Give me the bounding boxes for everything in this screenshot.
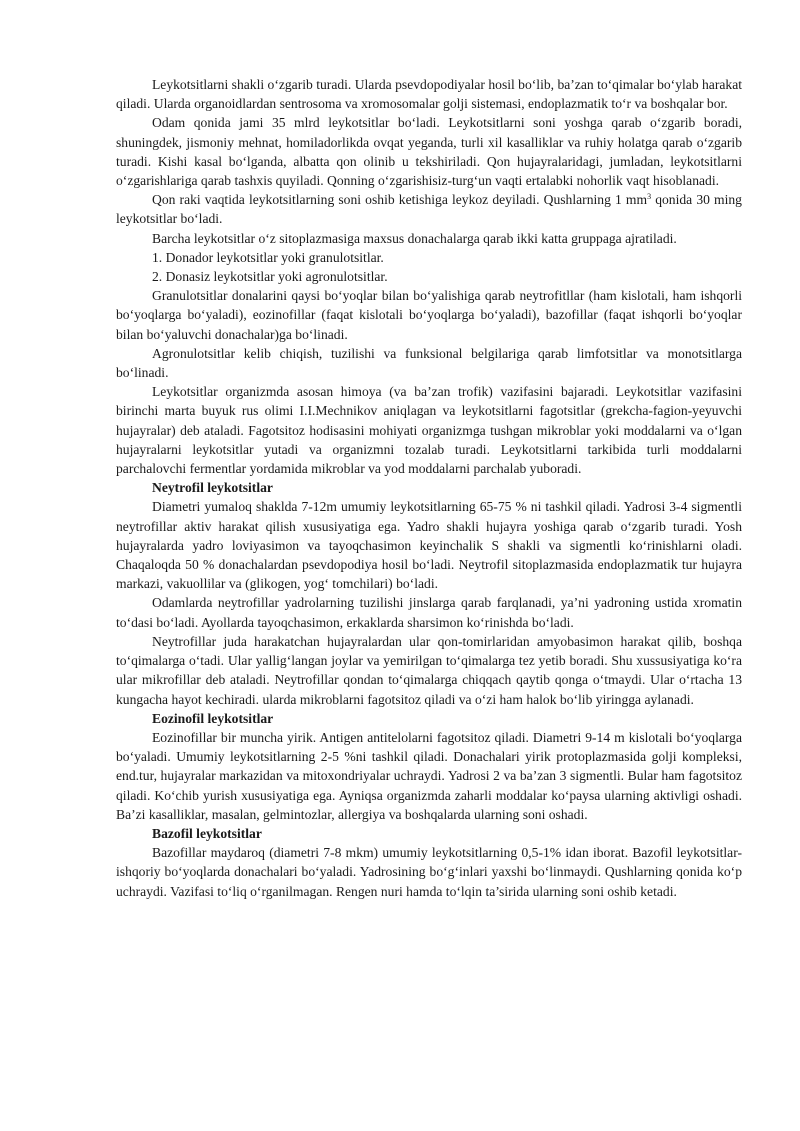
paragraph-groups-intro: Barcha leykotsitlar o‘z sitoplazmasiga maxsus donachalarga qarab ikki katta gruppaga ajratiladi.: [152, 230, 677, 246]
document-page: [116, 75, 742, 901]
paragraph-leukosis: [116, 190, 742, 228]
paragraph-leukosis-text-end: qonida 30 ming leykotsitlar bo‘ladi.: [116, 192, 742, 227]
heading-basophil: Bazofil leykotsitlar: [152, 825, 262, 841]
paragraph-agranulocytes: Agronulotsitlar kelib chiqish, tuzilishi va funksional belgilariga qarab limfotsitlar va monotsitlarga bo‘linadi.: [116, 345, 742, 381]
paragraph-leukocyte-count: Odam qonida jami 35 mlrd leykotsitlar bo‘ladi. Leykotsitlarni soni yoshga qarab o‘zgarib boradi, shuningdek, jismoniy mehnat, homiladorlikda ovqat yeganda, turli xil kasalliklar va ruhiy holatga qarab o‘zgarib turadi. Kishi kasal bo‘lganda, albatta qon olinib u tekshiriladi. Qon hujayralaridagi, jumladan, leykotsitlarni o‘zgarishlariga qarab tashxis quyiladi. Qonning o‘zgarishisiz-turg‘un vaqti ertalabki nohorlik vaqt hisoblanadi.: [116, 115, 742, 189]
paragraph-neutrophil-sex: Odamlarda neytrofillar yadrolarning tuzilishi jinslarga qarab farqlanadi, ya’ni yadroning ustida xromatin to‘dasi bo‘ladi. Ayollarda tayoqchasimon, erkaklarda sharsimon ko‘rinishda bo‘ladi.: [116, 595, 742, 630]
paragraph-eosinophil: Eozinofillar bir muncha yirik. Antigen antitelolarni fagotsitoz qiladi. Diametri 9-14 m kislotali bo‘yoqlarga bo‘yaladi. Umumiy leykotsitlarning 2-5 %ni tashkil qiladi. Donachalari yirik protoplazmasida golji kompleksi, end.tur, hujayralar markazidan va mitoxondriyalar uchraydi. Yadrosi 2 va ba’zan 3 sigmentli. Bular ham fagotsitoz qiladi. Ko‘chib yurish xususiyatiga ega. Ayniqsa organizmda zaharli moddalar ko‘paysa ularning aktivligi oshadi. Ba’zi kasalliklar, masalan, gelmintozlar, allergiya va boshqalarda ularning soni oshadi.: [116, 729, 742, 822]
paragraph-granulocytes: Granulotsitlar donalarini qaysi bo‘yoqlar bilan bo‘yalishiga qarab neytrofitllar (ham kislotali, ham ishqorli bo‘yoqlarga bo‘yaladi), eozinofillar (faqat kislotali bo‘yoqlarga bo‘yaladi), bazofillar (faqat ishqorli bo‘yoqlar bilan bo‘yaluvchi donachalar)ga bo‘linadi.: [116, 288, 742, 342]
paragraph-neutrophil-diameter: Diametri yumaloq shaklda 7-12m umumiy leykotsitlarning 65-75 % ni tashkil qiladi. Yadrosi 3-4 sigmentli neytrofillar aktiv harakat qilish xususiyatiga ega. Yadro shakli hujayra yoshiga qarab o‘zgarib turadi. Yosh hujayralarda yadro loviyasimon va tayoqchasimon keyinchalik S shakli va sigmentli ko‘rinishlarni oladi. Chaqaloqda 50 % donachalardan psevdopodiya hosil bo‘ladi. Neytrofil sitoplazmasida endoplazmatik tur hujayra markazi, vakuollilar va (glikogen, yog‘ tomchilari) bo‘ladi.: [116, 499, 742, 592]
paragraph-phagocytosis: Leykotsitlar organizmda asosan himoya (va ba’zan trofik) vazifasini bajaradi. Leykotsitlar vazifasini birinchi marta buyuk rus olimi I.I.Mechnikov aniqlagan va leykotsitlarni fagotsitlar (grekcha-fagion-yeyuvchi hujayralar) deb ataladi. Fagotsitoz hodisasini mohiyati organizmga tushgan mikroblar yoki moddalarni va o‘lgan hujayralarni leykotsitlar yutadi va organizmni tozalab turadi. Leykotsitlarni tarkibida turli moddalarni parchalovchi fermentlar yordamida mikroblar va yod moddalarni parchalab yuboradi.: [116, 384, 742, 477]
paragraph-neutrophil-motility: Neytrofillar juda harakatchan hujayralardan ular qon-tomirlaridan amyobasimon harakat qilib, boshqa to‘qimalarga o‘tadi. Ular yallig‘langan joylar va yemirilgan to‘qimalarga tez yetib boradi. Shu xussusiyatiga ko‘ra ular mikrofillar deb ataladi. Neytrofillar qondan to‘qimalarga chiqqach qaytib qonga o‘tmaydi. Ular o‘rtacha 13 kungacha hayot kechiradi. ularda mikroblarni fagotsitoz qiladi va o‘zi ham halok bo‘lib yiringga aylanadi.: [116, 633, 742, 707]
list-item-agranulocytes: 2. Donasiz leykotsitlar yoki agronulotsitlar.: [152, 269, 388, 285]
heading-eosinophil: Eozinofil leykotsitlar: [152, 710, 274, 726]
paragraph-basophil: Bazofillar maydaroq (diametri 7-8 mkm) umumiy leykotsitlarning 0,5-1% idan iborat. Bazofil leykotsitlar-ishqoriy bo‘yoqlarda donachalari bo‘yaladi. Yadrosining bo‘g‘inlari yaxshi bo‘linmaydi. Qushlarning qonida ko‘p uchraydi. Vazifasi to‘liq o‘rganilmagan. Rengen nuri hamda to‘lqin ta’sirida ularning soni oshib ketadi.: [116, 845, 742, 899]
list-item-granulocytes: 1. Donador leykotsitlar yoki granulotsitlar.: [152, 249, 384, 265]
paragraph-leukocyte-shape: Leykotsitlarni shakli o‘zgarib turadi. Ularda psevdopodiyalar hosil bo‘lib, ba’zan to‘qimalar bo‘ylab harakat qiladi. Ularda organoidlardan sentrosoma va xromosomalar golji sistemasi, endoplazmatik to‘r va boshqalar bor.: [116, 77, 743, 112]
heading-neutrophil: Neytrofil leykotsitlar: [152, 480, 273, 496]
cubic-superscript: 3: [647, 192, 652, 202]
paragraph-leukosis-text-start: Qon raki vaqtida leykotsitlarning soni oshib ketishiga leykoz deyiladi. Qushlarning 1 mm: [152, 192, 648, 208]
